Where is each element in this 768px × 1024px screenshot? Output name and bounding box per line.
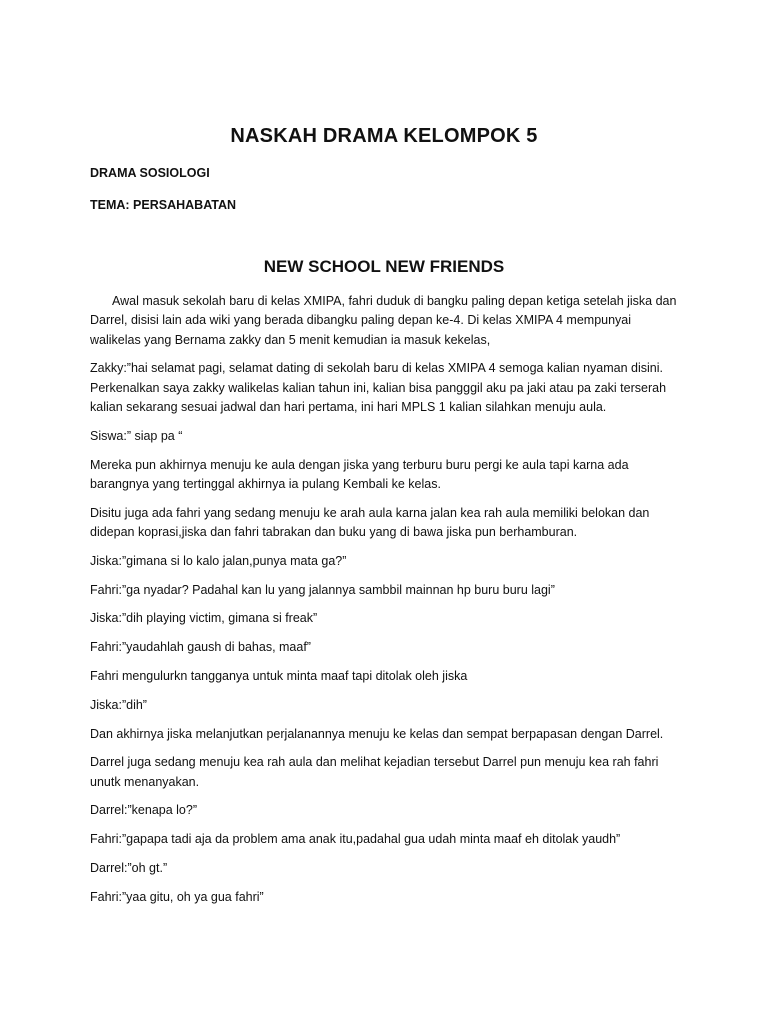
script-body [90,292,682,917]
paragraph: Jiska:”dih playing victim, gimana si freak” [90,611,318,626]
paragraph: Dan akhirnya jiska melanjutkan perjalanannya menuju ke kelas dan sempat berpapasan dengan Darrel. [90,726,664,741]
paragraph: Zakky:”hai selamat pagi, selamat dating di sekolah baru di kelas XMIPA 4 semoga kalian nyaman disini. Perkenalkan saya zakky walikelas kalian tahun ini, kalian bisa pangggil aku pa jaki atau pa zaki terserah kalian sekarang sesuai jadwal dan hari pertama, ini hari MPLS 1 kalian silahkan menuju aula. [90,361,667,414]
paragraph: Darrel:”oh gt.” [90,861,168,876]
paragraph: Fahri:”gapapa tadi aja da problem ama anak itu,padahal gua udah minta maaf eh ditolak yaudh” [90,832,621,847]
subject-label: DRAMA SOSIOLOGI [90,166,210,180]
paragraph: Jiska:”gimana si lo kalo jalan,punya mata ga?” [90,553,347,568]
paragraph: Fahri:”yaa gitu, oh ya gua fahri” [90,889,264,904]
paragraph: Jiska:”dih” [90,697,147,712]
paragraph: Darrel juga sedang menuju kea rah aula dan melihat kejadian tersebut Darrel pun menuju kea rah fahri unutk menanyakan. [90,755,659,789]
paragraph: Siswa:” siap pa “ [90,428,183,443]
paragraph: Fahri:”yaudahlah gaush di bahas, maaf” [90,640,311,655]
paragraph: Awal masuk sekolah baru di kelas XMIPA, fahri duduk di bangku paling depan ketiga setelah jiska dan Darrel, disisi lain ada wiki yang berada dibangku paling depan ke-4. Di kelas XMIPA 4 mempunyai walikelas yang Bernama zakky dan 5 menit kemudian ia masuk kekelas, [90,294,677,347]
paragraph: Fahri mengulurkn tangganya untuk minta maaf tapi ditolak oleh jiska [90,668,468,683]
paragraph: Fahri:”ga nyadar? Padahal kan lu yang jalannya sambbil mainnan hp buru buru lagi” [90,582,555,597]
paragraph: Mereka pun akhirnya menuju ke aula dengan jiska yang terburu buru pergi ke aula tapi karna ada barangnya yang tertinggal akhirnya ia pulang Kembali ke kelas. [90,457,629,491]
paragraph: Darrel:”kenapa lo?” [90,803,197,818]
theme-label: TEMA: PERSAHABATAN [90,198,237,212]
paragraph: Disitu juga ada fahri yang sedang menuju ke arah aula karna jalan kea rah aula memiliki belokan dan didepan koprasi,jiska dan fahri tabrakan dan buku yang di bawa jiska pun berhamburan. [90,505,650,539]
document-title: NASKAH DRAMA KELOMPOK 5 [230,125,538,147]
section-title: NEW SCHOOL NEW FRIENDS [263,257,505,276]
